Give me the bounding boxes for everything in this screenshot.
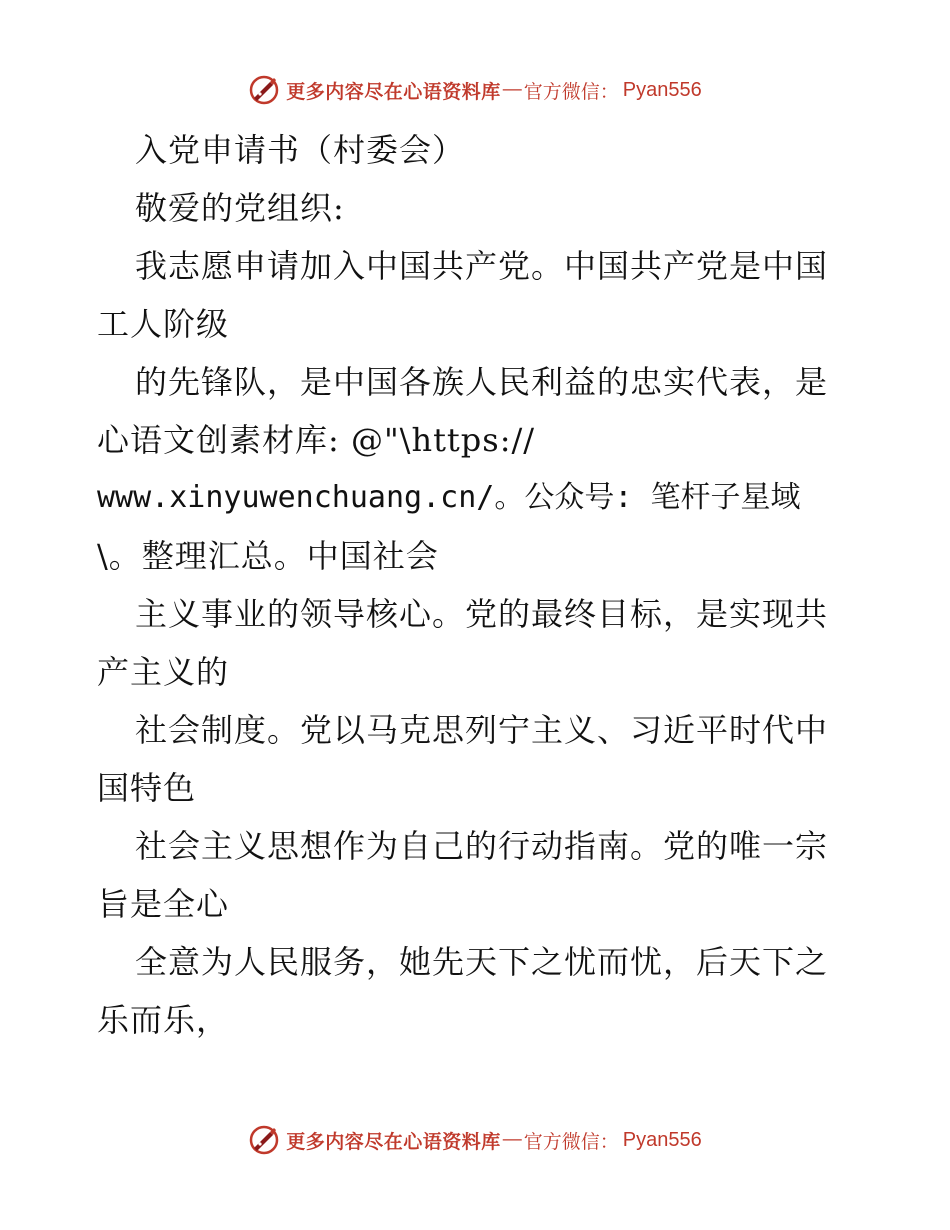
pen-nib-circle-icon — [248, 1124, 280, 1156]
paragraph-line: 国特色 — [97, 769, 197, 807]
header-wechat-id: Pyan556 — [622, 78, 702, 101]
salutation: 敬爱的党组织: — [135, 189, 345, 227]
header-site-text: 更多内容尽在心语资料库 — [286, 80, 501, 103]
document-title: 入党申请书（村委会） — [135, 131, 466, 169]
header-dash: — — [502, 79, 522, 100]
paragraph-line: \。整理汇总。中国社会 — [97, 537, 439, 575]
paragraph-line: 工人阶级 — [97, 305, 230, 343]
footer-wechat-label: 官方微信： — [523, 1130, 619, 1153]
paragraph-line: 旨是全心 — [97, 885, 230, 923]
paragraph-line: 全意为人民服务，她先天下之忧而忧，后天下之 — [135, 943, 829, 981]
paragraph-line: 主义事业的领导核心。党的最终目标，是实现共 — [135, 595, 829, 633]
paragraph-line: 产主义的 — [97, 653, 230, 691]
paragraph-line-watermark: 心语文创素材库: @"\https:// — [97, 421, 536, 459]
paragraph-line: 我志愿申请加入中国共产党。中国共产党是中国 — [135, 247, 829, 285]
paragraph-line: 社会主义思想作为自己的行动指南。党的唯一宗 — [135, 827, 829, 865]
footer-dash: — — [502, 1129, 522, 1150]
footer-wechat-id: Pyan556 — [622, 1128, 702, 1151]
footer-banner — [0, 1120, 950, 1160]
paragraph-line: 的先锋队，是中国各族人民利益的忠实代表，是 — [135, 363, 829, 401]
header-banner — [0, 70, 950, 110]
paragraph-line: 乐而乐， — [97, 1001, 230, 1039]
footer-site-text: 更多内容尽在心语资料库 — [286, 1130, 501, 1153]
header-wechat-label: 官方微信： — [523, 80, 619, 103]
document-body — [97, 121, 867, 1049]
paragraph-line: 社会制度。党以马克思列宁主义、习近平时代中 — [135, 711, 829, 749]
paragraph-line-url: www.xinyuwenchuang.cn/。公众号: 笔杆子星域 — [97, 480, 801, 515]
pen-nib-circle-icon — [248, 74, 280, 106]
